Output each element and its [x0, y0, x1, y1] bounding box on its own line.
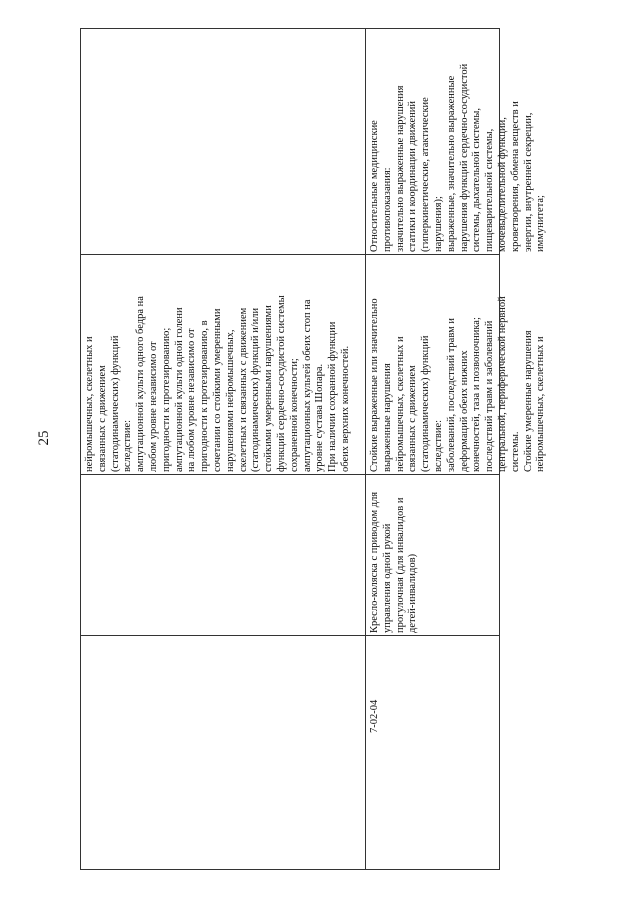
document-table — [80, 28, 547, 870]
row1-contraindications-cell — [81, 29, 365, 254]
row2-code-cell: 7-02-04 — [369, 699, 380, 733]
page-number: 25 — [36, 430, 52, 446]
row-divider — [365, 29, 366, 869]
row2-name-cell: Кресло-коляска с приводом для управления одной рукой прогулочная (для инвалидов и детей-инвалидов) — [369, 491, 419, 633]
row2-contraindications-cell: Относительные медицинские противопоказания: значительно выраженные нарушения статики и координации движений (гиперкинетические, атактические нарушения); выраженные, значительно выраженные нарушения функций сердечно-сосудистой системы, дыхательной системы, пищеварительной системы, мочевыделительной функции, кроветворения, обмена веществ и энергии, внутренней секреции, иммунитета; — [369, 63, 547, 252]
row1-indications-cell: нейромышечных, скелетных и связанных с движением (статодинамических) функций вследствие: ампутационной культи одного бедра на любом уровне независимо от пригодности к протезированию; ампутационной культи одной голени на любом уровне независимо от пригодности к протезированию, в сочетании со стойкими умеренными нарушениями нейромышечных, скелетных и связанных с движением (статодинамических) функций и/или стойкими умеренными нарушениями функций сердечно-сосудистой системы сохраненной конечности; ампутационных культей обеих стоп на уровне сустава Шопара. При наличии сохранной функции обеих верхних конечностей. — [84, 295, 351, 472]
column-divider-indications — [81, 254, 499, 255]
row2-indications-cell: Стойкие выраженные или значительно выраженные нарушения нейромышечных, скелетных и связанных с движением (статодинамических) функций вследствие: заболеваний, последствий травм и деформаций обеих нижних конечностей, таза и позвоночника; последствий травм и заболеваний центральной, периферической нервной системы. Стойкие умеренные нарушения нейромышечных, скелетных и — [369, 296, 547, 472]
row1-name-cell — [81, 475, 365, 635]
row1-code-cell — [81, 636, 365, 869]
